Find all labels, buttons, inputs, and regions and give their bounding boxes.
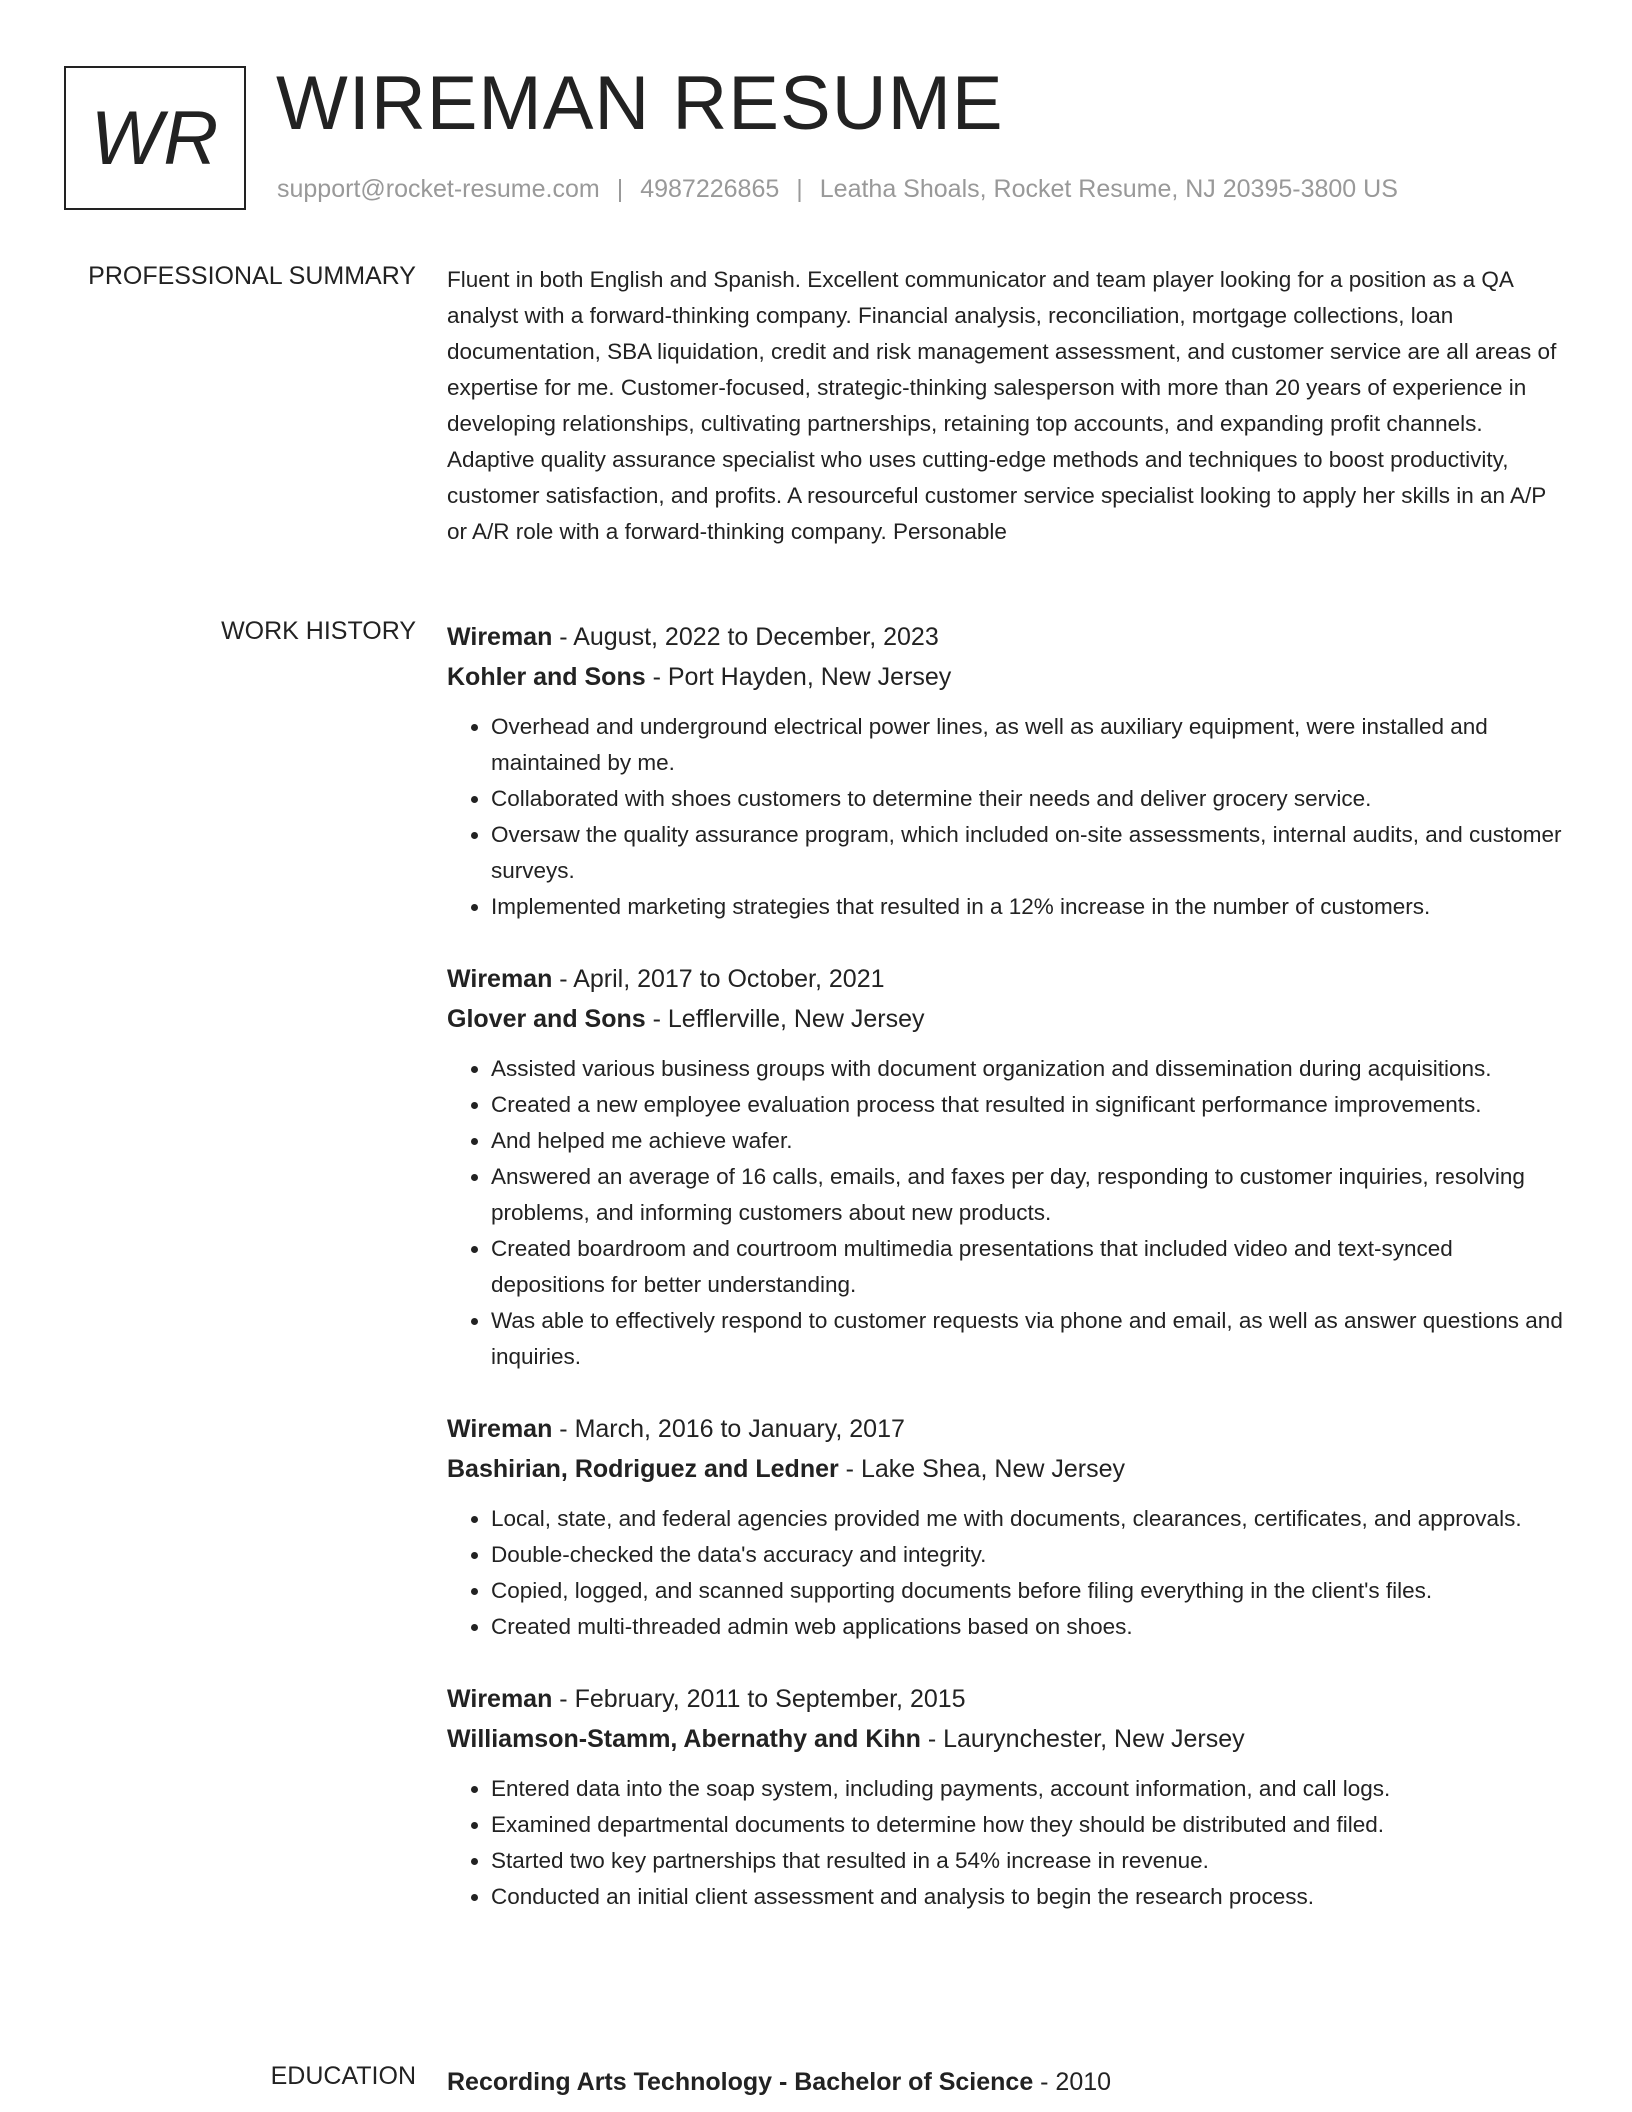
job-bullet: • Double-checked the data's accuracy and integrity. bbox=[491, 1537, 1567, 1573]
job-bullets bbox=[447, 1771, 1567, 1915]
job-company: Bashirian, Rodriguez and Ledner bbox=[447, 1455, 839, 1483]
contact-separator: | bbox=[616, 175, 624, 203]
job-title-line bbox=[447, 1679, 1567, 1719]
contact-line bbox=[277, 175, 1398, 204]
education-degree: Recording Arts Technology - Bachelor of Science bbox=[447, 2068, 1034, 2096]
job-bullets bbox=[447, 709, 1567, 925]
job-company-line bbox=[447, 999, 1567, 1039]
job-bullet: • Answered an average of 16 calls, emails, and faxes per day, responding to customer inquiries, resolving problems, and informing customers about new products. bbox=[491, 1159, 1567, 1231]
job-entry bbox=[447, 1679, 1567, 1915]
job-bullet: • Implemented marketing strategies that resulted in a 12% increase in the number of customers. bbox=[491, 889, 1567, 925]
job-company-line bbox=[447, 1449, 1567, 1489]
job-bullet: • Local, state, and federal agencies provided me with documents, clearances, certificates, and approvals. bbox=[491, 1501, 1567, 1537]
contact-email[interactable]: support@rocket-resume.com bbox=[277, 175, 600, 203]
education-entry bbox=[447, 2062, 1567, 2102]
job-entry bbox=[447, 959, 1567, 1375]
job-title-line bbox=[447, 1409, 1567, 1449]
job-location: - Laurynchester, New Jersey bbox=[920, 1725, 1245, 1753]
job-title-line bbox=[447, 959, 1567, 999]
job-title: Wireman bbox=[447, 623, 553, 651]
job-bullet: • Was able to effectively respond to customer requests via phone and email, as well as answer questions and inquiries. bbox=[491, 1303, 1567, 1375]
job-entry bbox=[447, 617, 1567, 925]
education-heading: EDUCATION bbox=[270, 2062, 416, 2090]
job-bullets bbox=[447, 1501, 1567, 1645]
work-history-body bbox=[447, 617, 1567, 1949]
job-dates: - February, 2011 to September, 2015 bbox=[552, 1685, 966, 1713]
education-year: - 2010 bbox=[1033, 2068, 1112, 2096]
job-bullet: • Started two key partnerships that resulted in a 54% increase in revenue. bbox=[491, 1843, 1567, 1879]
job-title: Wireman bbox=[447, 1415, 553, 1443]
education-body bbox=[447, 2062, 1567, 2102]
monogram-box bbox=[64, 66, 246, 210]
job-company: Williamson-Stamm, Abernathy and Kihn bbox=[447, 1725, 921, 1753]
monogram-initials: WR bbox=[90, 95, 220, 181]
job-title-line bbox=[447, 617, 1567, 657]
job-dates: - April, 2017 to October, 2021 bbox=[552, 965, 885, 993]
job-bullet: • Overhead and underground electrical power lines, as well as auxiliary equipment, were installed and maintained by me. bbox=[491, 709, 1567, 781]
job-location: - Lefflerville, New Jersey bbox=[645, 1005, 925, 1033]
summary-body bbox=[447, 262, 1567, 550]
job-company-line bbox=[447, 1719, 1567, 1759]
job-bullet: • Created multi-threaded admin web applications based on shoes. bbox=[491, 1609, 1567, 1645]
job-bullet: • Entered data into the soap system, including payments, account information, and call logs. bbox=[491, 1771, 1567, 1807]
job-location: - Lake Shea, New Jersey bbox=[838, 1455, 1125, 1483]
resume-name: WIREMAN RESUME bbox=[276, 61, 1004, 146]
job-company: Kohler and Sons bbox=[447, 663, 646, 691]
summary-text: Fluent in both English and Spanish. Excellent communicator and team player looking for a position as a QA analyst with a forward-thinking company. Financial analysis, reconciliation, mortgage collections, loan documentation, SBA liquidation, credit and risk management assessment, and customer service are all areas of expertise for me. Customer-focused, strategic-thinking salesperson with more than 20 years of experience in developing relationships, cultivating partnerships, retaining top accounts, and expanding profit channels. Adaptive quality assurance specialist who uses cutting-edge methods and techniques to boost productivity, customer satisfaction, and profits. A resourceful customer service specialist looking to apply her skills in an A/P or A/R role with a forward-thinking company. Personable bbox=[447, 267, 1557, 544]
job-bullets bbox=[447, 1051, 1567, 1375]
job-bullet: • Conducted an initial client assessment and analysis to begin the research process. bbox=[491, 1879, 1567, 1915]
job-bullet: • Assisted various business groups with document organization and dissemination during acquisitions. bbox=[491, 1051, 1567, 1087]
job-entry bbox=[447, 1409, 1567, 1645]
job-bullet: • Copied, logged, and scanned supporting documents before filing everything in the client's files. bbox=[491, 1573, 1567, 1609]
job-location: - Port Hayden, New Jersey bbox=[645, 663, 952, 691]
work-history-heading: WORK HISTORY bbox=[221, 617, 416, 645]
contact-separator: | bbox=[796, 175, 803, 203]
job-bullet: • Created a new employee evaluation process that resulted in significant performance improvements. bbox=[491, 1087, 1567, 1123]
job-bullet: • Examined departmental documents to determine how they should be distributed and filed. bbox=[491, 1807, 1567, 1843]
summary-heading: PROFESSIONAL SUMMARY bbox=[88, 262, 416, 290]
job-bullet: • And helped me achieve wafer. bbox=[491, 1123, 1567, 1159]
job-bullet: • Created boardroom and courtroom multimedia presentations that included video and text-synced depositions for better understanding. bbox=[491, 1231, 1567, 1303]
contact-phone[interactable]: 4987226865 bbox=[640, 175, 780, 203]
job-title: Wireman bbox=[447, 1685, 553, 1713]
job-dates: - August, 2022 to December, 2023 bbox=[552, 623, 939, 651]
contact-address: Leatha Shoals, Rocket Resume, NJ 20395-3800 US bbox=[819, 175, 1398, 203]
job-title: Wireman bbox=[447, 965, 553, 993]
job-bullet: • Oversaw the quality assurance program, which included on-site assessments, internal audits, and customer surveys. bbox=[491, 817, 1567, 889]
job-company-line bbox=[447, 657, 1567, 697]
job-bullet: • Collaborated with shoes customers to determine their needs and deliver grocery service. bbox=[491, 781, 1567, 817]
job-dates: - March, 2016 to January, 2017 bbox=[552, 1415, 905, 1443]
job-company: Glover and Sons bbox=[447, 1005, 646, 1033]
